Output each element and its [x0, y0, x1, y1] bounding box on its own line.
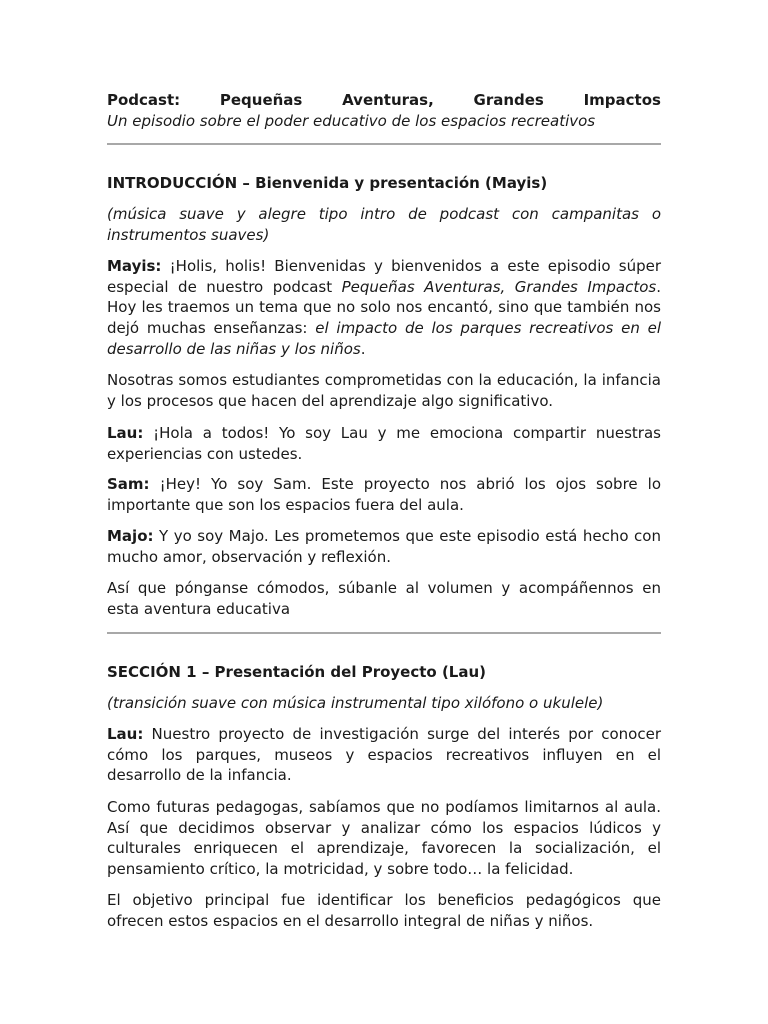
sam-paragraph [107, 474, 661, 515]
subtitle-text: Un episodio sobre el poder educativo de los espacios recreativos [107, 112, 596, 130]
section1-stage-direction [107, 693, 661, 714]
nosotras-paragraph: Nosotras somos estudiantes comprometidas con la educación, la infancia y los procesos que hacen del aprendizaje algo significativo. [107, 371, 661, 410]
majo-paragraph [107, 526, 661, 567]
paragraph-text: ¡Hey! Yo soy Sam. Este proyecto nos abrió los ojos sobre lo importante que son los espacios fuera del aula. [107, 475, 661, 514]
speaker-label: Majo: [107, 527, 154, 545]
title-word: Pequeñas [219, 91, 303, 109]
title-word: Podcast: [107, 91, 181, 109]
lau-paragraph [107, 423, 661, 464]
speaker-label: Sam: [107, 475, 150, 493]
emphasis-text: el impacto de los parques recreativos en el desarrollo de las niñas y los niños [107, 319, 661, 358]
intro-stage-direction [107, 204, 661, 245]
paragraph-text: Y yo soy Majo. Les prometemos que este episodio está hecho con mucho amor, observación y reflexión. [107, 527, 661, 566]
stage-direction-text: (transición suave con música instrumental tipo xilófono o ukulele) [107, 694, 604, 712]
intro-heading [107, 173, 661, 194]
mayis-paragraph [107, 256, 661, 360]
paragraph-text: . Hoy les traemos un tema que no solo nos encantó, sino que también nos dejó muchas enseñanzas: [107, 277, 662, 338]
paragraph-text: ¡Holis, holis! Bienvenidas y bienvenidos a este episodio súper especial de nuestro podcast [107, 257, 661, 296]
paragraph-text: . [360, 339, 366, 358]
section1-heading [107, 662, 661, 683]
speaker-label: Lau: [107, 424, 144, 442]
title-word: Grandes [473, 91, 544, 109]
stage-direction-text: (música suave y alegre tipo intro de podcast con campanitas o instrumentos suaves) [107, 205, 661, 244]
title-word: Aventuras, [342, 91, 434, 109]
section1-paragraph-2: Como futuras pedagogas, sabíamos que no podíamos limitarnos al aula. Así que decidimos observar y analizar cómo los espacios lúdicos y culturales enriquecen el aprendizaje, favorecen la socialización, el pensamiento crítico, la motricidad, y sobre todo… la felicidad. [107, 798, 661, 879]
section1-lau-paragraph [107, 724, 661, 786]
intro-heading-text: INTRODUCCIÓN – Bienvenida y presentación (Mayis) [107, 174, 548, 192]
speaker-label: Lau: [107, 725, 144, 743]
paragraph-text: Así que pónganse cómodos, súbanle al volumen y acompáñennos en esta aventura educativa [107, 579, 661, 618]
paragraph-text: Nuestro proyecto de investigación surge del interés por conocer cómo los parques, museos y espacios recreativos influyen en el desarrollo de la infancia. [107, 725, 661, 785]
closing-paragraph [107, 578, 661, 619]
podcast-subtitle [107, 111, 661, 132]
section-divider [107, 143, 661, 145]
section-divider [107, 632, 661, 634]
podcast-name: Pequeñas Aventuras, Grandes Impactos [341, 277, 657, 296]
paragraph-text: ¡Hola a todos! Yo soy Lau y me emociona compartir nuestras experiencias con ustedes. [107, 424, 661, 463]
podcast-title [107, 90, 661, 111]
section1-heading-text: SECCIÓN 1 – Presentación del Proyecto (Lau) [107, 663, 487, 681]
section1-paragraph-3: El objetivo principal fue identificar los beneficios pedagógicos que ofrecen estos espacios en el desarrollo integral de niñas y niños. [107, 891, 661, 930]
title-word: Impactos [583, 91, 661, 109]
speaker-label: Mayis: [107, 257, 162, 275]
